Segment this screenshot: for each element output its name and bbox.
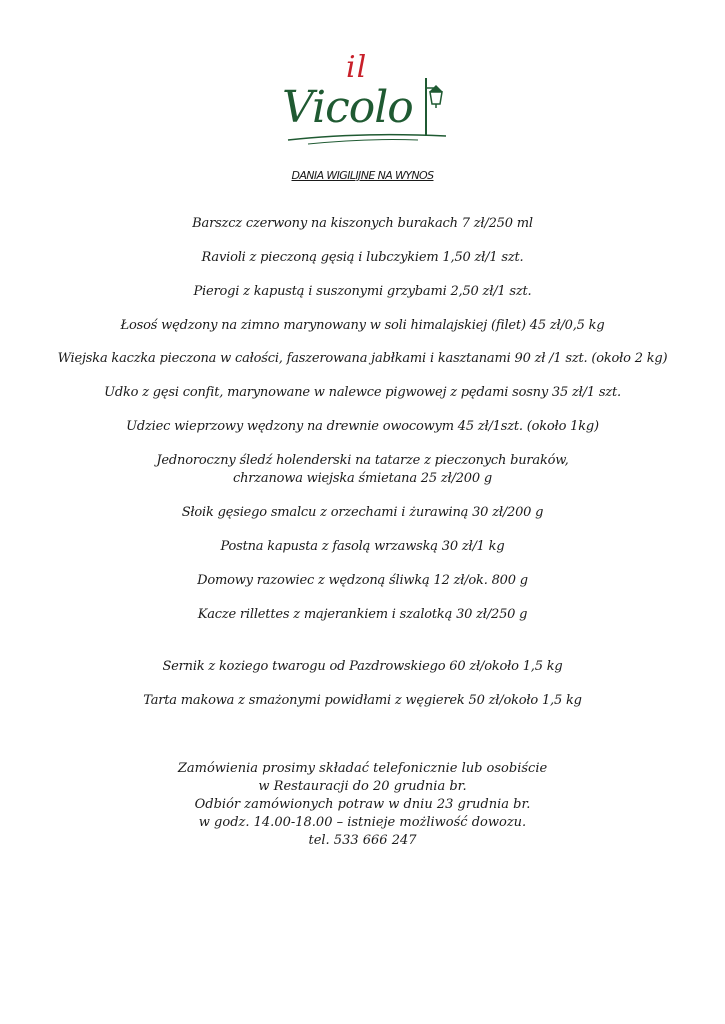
menu-item: Słoik gęsiego smalcu z orzechami i żurawiną 30 zł/200 g (181, 505, 544, 520)
menu-item: Udko z gęsi confit, marynowane w nalewce pigwowej z pędami sosny 35 zł/1 szt. (104, 385, 621, 400)
menu-item: Łosoś wędzony na zimno marynowany w soli himalajskiej (filet) 45 zł/0,5 kg (120, 318, 605, 333)
menu-item: chrzanowa wiejska śmietana 25 zł/200 g (233, 471, 492, 486)
logo-name-text: Vicolo (282, 82, 413, 133)
menu-heading: DANIA WIGILIJNE NA WYNOS (291, 169, 434, 182)
menu-item: Ravioli z pieczoną gęsią i lubczykiem 1,50 zł/1 szt. (201, 250, 524, 265)
order-info-line: Odbiór zamówionych potraw w dniu 23 grudnia br. (194, 797, 531, 812)
logo-il-text: il (346, 50, 368, 85)
menu-item: Sernik z koziego twarogu od Pazdrowskiego 60 zł/około 1,5 kg (162, 659, 563, 674)
menu-item: Domowy razowiec z wędzoną śliwką 12 zł/ok. 800 g (197, 573, 528, 588)
menu-item: Jednoroczny śledź holenderski na tatarze z pieczonych buraków, (156, 453, 569, 468)
phone-number: tel. 533 666 247 (308, 833, 417, 848)
order-info-line: w Restauracji do 20 grudnia br. (258, 779, 467, 794)
restaurant-logo (268, 52, 458, 152)
order-info-line: Zamówienia prosimy składać telefonicznie lub osobiście (177, 761, 548, 776)
menu-item: Kacze rillettes z majerankiem i szalotką 30 zł/250 g (197, 607, 528, 622)
order-info (0, 760, 725, 850)
menu-item: Barszcz czerwony na kiszonych burakach 7 zł/250 ml (192, 216, 533, 231)
menu-item: Wiejska kaczka pieczona w całości, faszerowana jabłkami i kasztanami 90 zł /1 szt. (około 2 kg) (57, 351, 668, 366)
menu-item: Tarta makowa z smażonymi powidłami z węgierek 50 zł/około 1,5 kg (143, 693, 582, 708)
menu-item: Udziec wieprzowy wędzony na drewnie owocowym 45 zł/1szt. (około 1kg) (126, 419, 599, 434)
menu-item: Postna kapusta z fasolą wrzawską 30 zł/1 kg (220, 539, 505, 554)
order-info-line: w godz. 14.00-18.00 – istnieje możliwość dowozu. (198, 815, 527, 830)
menu-item: Pierogi z kapustą i suszonymi grzybami 2,50 zł/1 szt. (193, 284, 532, 299)
